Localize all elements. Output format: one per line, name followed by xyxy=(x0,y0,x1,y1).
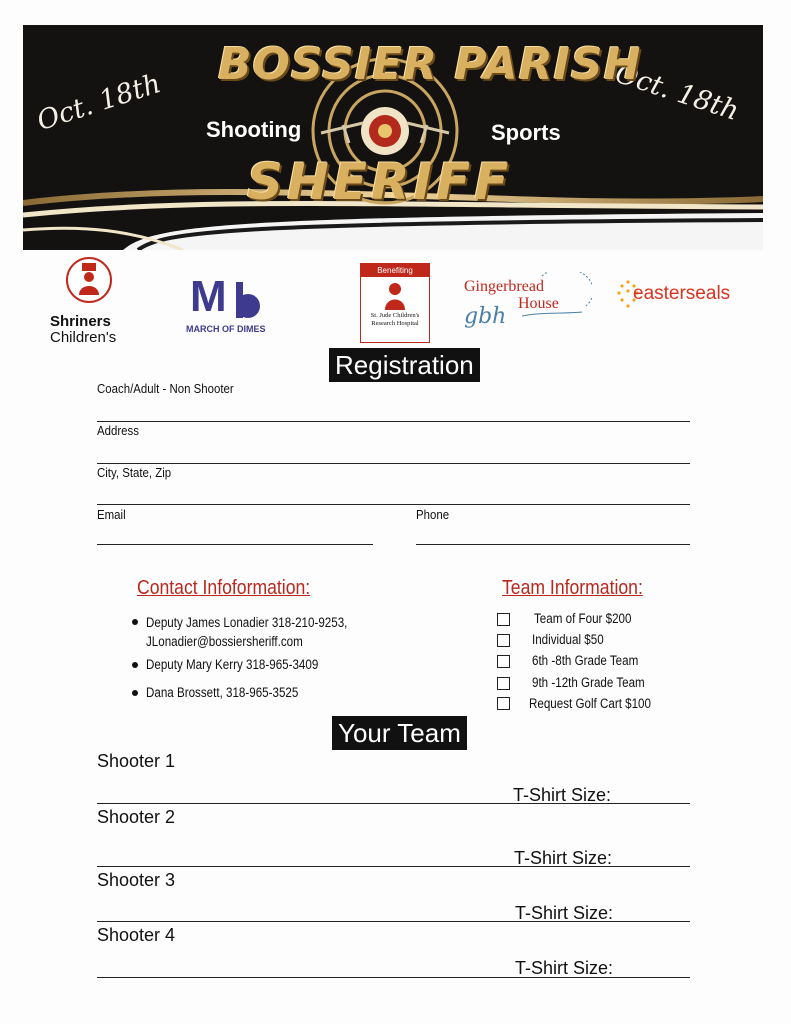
shooter-4-label: Shooter 4 xyxy=(97,925,176,945)
email-input-line[interactable] xyxy=(97,544,373,545)
address-label: Address xyxy=(97,423,139,438)
team-of-four-label: Team of Four $200 xyxy=(534,611,632,626)
phone-input-line[interactable] xyxy=(416,544,690,545)
event-date-left: Oct. 18th xyxy=(33,68,165,137)
shriners-subname: Children's xyxy=(50,329,117,346)
contact-item-lonadier-email[interactable]: JLonadier@bossiersheriff.com xyxy=(146,634,303,649)
contact-bullet xyxy=(132,619,138,625)
shooter-1-label: Shooter 1 xyxy=(97,751,176,771)
city-state-zip-input-line[interactable] xyxy=(97,504,690,505)
team-info-heading: Team Information: xyxy=(502,577,643,599)
sponsor-easterseals xyxy=(617,277,757,317)
email-label: Email xyxy=(97,507,126,522)
st-jude-child-icon xyxy=(381,282,409,310)
shooter-4-input-line[interactable] xyxy=(97,977,690,978)
shooter-2-input-line[interactable] xyxy=(97,866,690,867)
registration-heading: Registration xyxy=(329,348,480,382)
st-jude-name: St. Jude Children's Research Hospital xyxy=(370,312,420,327)
march-of-dimes-logo-icon: M xyxy=(190,272,224,321)
team-of-four-checkbox[interactable] xyxy=(497,613,510,626)
shooter-2-label: Shooter 2 xyxy=(97,807,176,827)
gingerbread-name-line2: House xyxy=(518,295,559,312)
march-of-dimes-name: MARCH OF DIMES xyxy=(186,324,266,334)
shooter-1-tshirt-label: T-Shirt Size: xyxy=(513,785,612,805)
coach-label: Coach/Adult - Non Shooter xyxy=(97,381,234,396)
contact-bullet xyxy=(132,662,138,668)
shooter-2-tshirt-label: T-Shirt Size: xyxy=(514,848,613,868)
shooter-4-tshirt-label: T-Shirt Size: xyxy=(515,958,614,978)
contact-bullet xyxy=(132,690,138,696)
sponsor-gingerbread-house xyxy=(462,272,592,337)
banner-title-top: BOSSIER PARISH xyxy=(218,39,642,90)
golf-cart-label: Request Golf Cart $100 xyxy=(529,696,651,711)
your-team-heading: Your Team xyxy=(332,716,467,750)
sponsor-st-jude xyxy=(360,263,430,343)
city-state-zip-label: City, State, Zip xyxy=(97,465,172,480)
gingerbread-gbh-mark: gbh xyxy=(464,304,507,329)
shriners-name: Shriners xyxy=(50,313,111,330)
march-of-dimes-mark-icon xyxy=(234,280,264,320)
contact-item-kerry: Deputy Mary Kerry 318-965-3409 xyxy=(146,657,319,672)
banner-title-bottom: SHERIFF xyxy=(247,153,513,211)
gingerbread-name-line1: Gingerbread xyxy=(464,278,544,295)
golf-cart-checkbox[interactable] xyxy=(497,697,510,710)
shriners-logo-icon xyxy=(65,255,113,305)
coach-input-line[interactable] xyxy=(97,421,690,422)
contact-heading: Contact Infoformation: xyxy=(137,577,311,599)
contact-item-brossett: Dana Brossett, 318-965-3525 xyxy=(146,685,299,700)
banner-word-shooting: Shooting xyxy=(206,117,302,142)
middle-school-team-checkbox[interactable] xyxy=(497,655,510,668)
sponsor-march-of-dimes xyxy=(182,272,277,336)
st-jude-benefiting: Benefiting xyxy=(361,264,429,277)
high-school-team-label: 9th -12th Grade Team xyxy=(532,675,645,690)
individual-label: Individual $50 xyxy=(532,632,604,647)
shooter-3-input-line[interactable] xyxy=(97,921,690,922)
individual-checkbox[interactable] xyxy=(497,634,510,647)
shooter-3-tshirt-label: T-Shirt Size: xyxy=(515,903,614,923)
banner-word-sports: Sports xyxy=(491,120,561,145)
gingerbread-arc-icon xyxy=(522,272,592,322)
shooter-1-input-line[interactable] xyxy=(97,803,690,804)
middle-school-team-label: 6th -8th Grade Team xyxy=(532,653,639,668)
contact-item-lonadier: Deputy James Lonadier 318-210-9253, xyxy=(146,615,348,630)
event-banner xyxy=(23,25,763,250)
event-date-right: Oct. 18th xyxy=(611,58,743,127)
shooter-3-label: Shooter 3 xyxy=(97,870,176,890)
high-school-team-checkbox[interactable] xyxy=(497,677,510,690)
easterseals-name: easterseals xyxy=(633,283,731,304)
sponsor-shriners xyxy=(48,255,130,345)
address-input-line[interactable] xyxy=(97,463,690,464)
phone-label: Phone xyxy=(416,507,450,522)
